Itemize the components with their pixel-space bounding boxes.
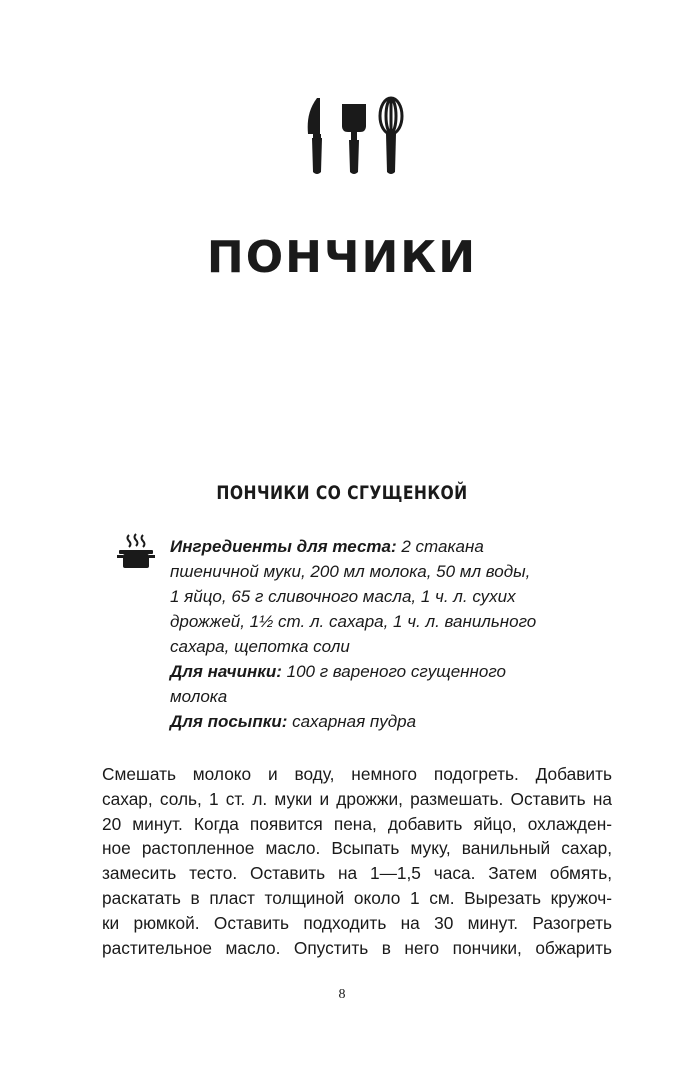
instruction-line: 20 минут. Когда появится пена, добавить яйцо, охлажден- bbox=[102, 813, 612, 834]
whisk-icon bbox=[380, 98, 402, 134]
dough-line: 1 яйцо, 65 г сливочного масла, 1 ч. л. сухих bbox=[170, 587, 516, 606]
chapter-title-text: ПОНЧИКИ bbox=[206, 232, 478, 283]
spatula-icon bbox=[342, 104, 366, 174]
instruction-line: растительное масло. Опустить в него пончики, обжарить bbox=[102, 937, 612, 958]
instruction-line: раскатать в пласт толщиной около 1 см. Вырезать кружоч- bbox=[102, 887, 612, 908]
dough-line: 2 стакана bbox=[396, 537, 484, 556]
page-number: 8 bbox=[338, 987, 346, 1002]
dough-line: пшеничной муки, 200 мл молока, 50 мл воды, bbox=[170, 562, 531, 581]
topping-ingredients bbox=[170, 709, 600, 734]
kitchen-utensils-icon bbox=[304, 96, 408, 178]
instruction-line: Смешать молоко и воду, немного подогреть. Добавить bbox=[102, 764, 612, 784]
topping-text: сахарная пудра bbox=[287, 712, 417, 731]
topping-label: Для посыпки: bbox=[170, 712, 288, 731]
dough-ingredients bbox=[170, 534, 600, 659]
cooking-pot-icon bbox=[117, 533, 155, 569]
knife-icon bbox=[308, 98, 322, 174]
instruction-line: ки рюмкой. Оставить подходить на 30 минут. Разогреть bbox=[102, 912, 612, 933]
dough-line: сахара, щепотка соли bbox=[170, 637, 350, 656]
filling-label: Для начинки: bbox=[170, 662, 282, 681]
filling-ingredients bbox=[170, 659, 600, 709]
instruction-line: замесить тесто. Оставить на 1—1,5 часа. Затем обмять, bbox=[102, 863, 612, 884]
recipe-title: ПОНЧИКИ СО СГУЩЕНКОЙ bbox=[216, 482, 468, 504]
filling-line: молока bbox=[170, 687, 228, 706]
filling-line: 100 г вареного сгущенного bbox=[281, 662, 506, 681]
instruction-line: ное растопленное масло. Всыпать муку, ванильный сахар, bbox=[102, 838, 612, 859]
recipe-instructions bbox=[102, 762, 612, 960]
chapter-title bbox=[0, 232, 684, 283]
ingredients-block bbox=[170, 534, 600, 734]
instruction-line: сахар, соль, 1 ст. л. муки и дрожжи, размешать. Оставить на bbox=[102, 788, 612, 809]
dough-label: Ингредиенты для теста: bbox=[170, 537, 397, 556]
dough-line: дрожжей, 1½ ст. л. сахара, 1 ч. л. ванильного bbox=[170, 612, 537, 631]
